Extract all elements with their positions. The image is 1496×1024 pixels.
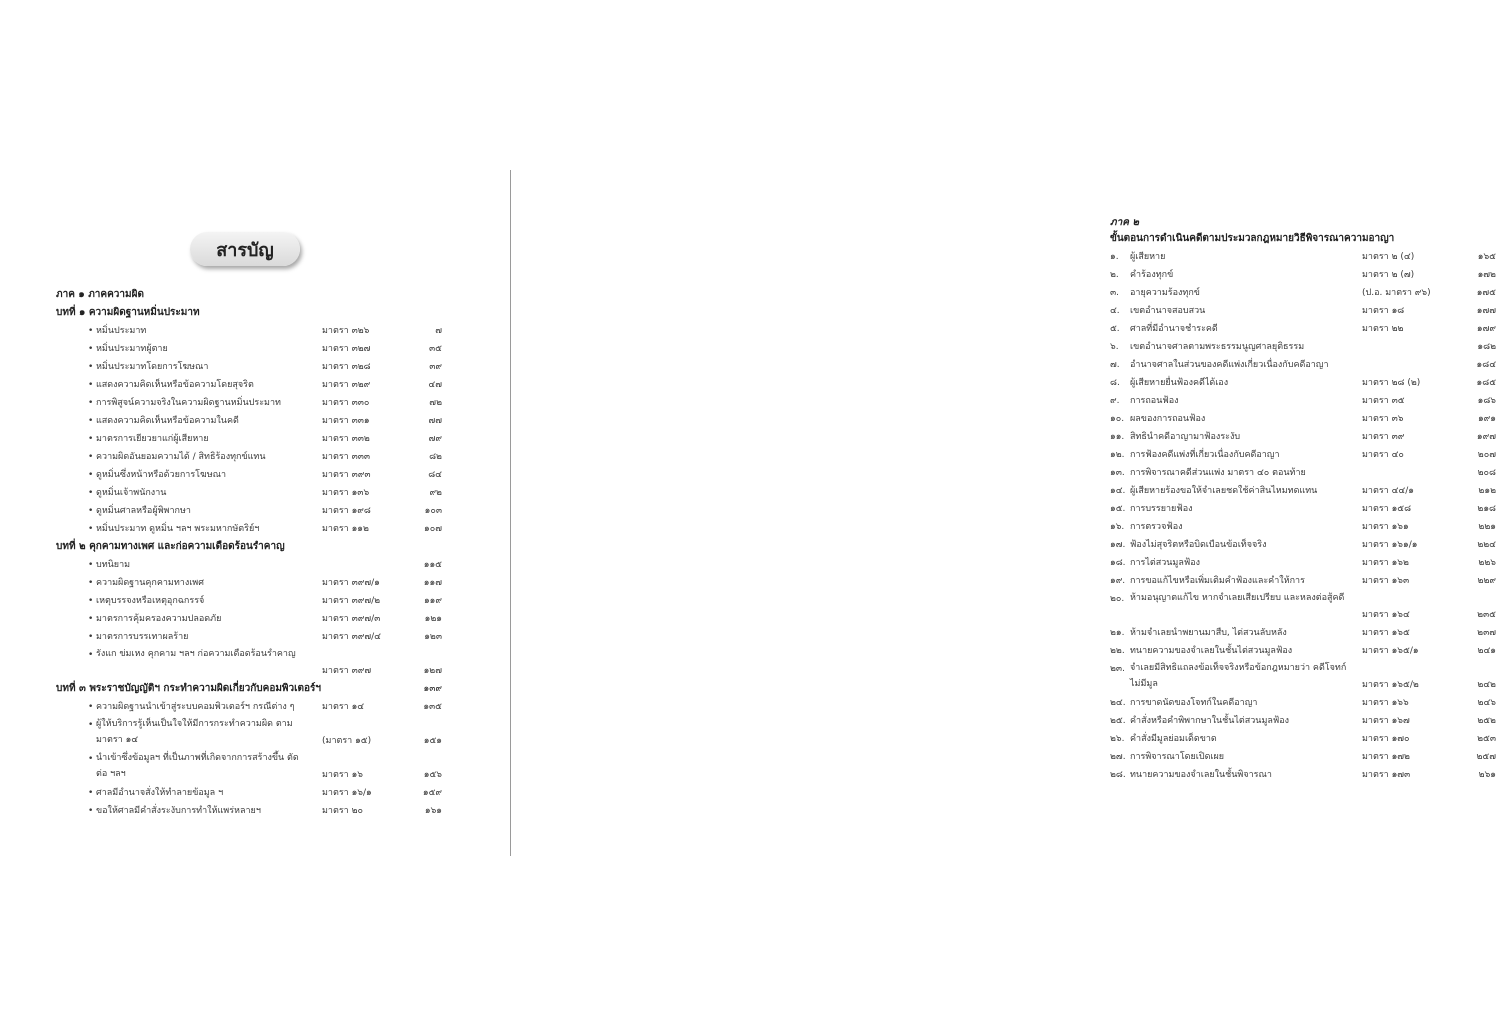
entry-section: มาตรา ๓๙๓ xyxy=(322,470,371,480)
entry-title: คำสั่งหรือคำพิพากษาในชั้นไต่สวนมูลฟ้อง xyxy=(1130,716,1290,726)
entry-title: การขอแก้ไขหรือเพิ่มเติมคำฟ้องและคำให้การ xyxy=(1130,576,1305,586)
entry-title: การพิจารณาโดยเปิดเผย xyxy=(1130,752,1225,762)
toc-entry[interactable] xyxy=(56,430,442,448)
toc-entry[interactable] xyxy=(1110,464,1496,482)
entry-page: ๒๔๖ xyxy=(1477,698,1496,708)
entry-number: ๓. xyxy=(1110,288,1120,298)
entry-number: ๒๗. xyxy=(1110,752,1126,762)
entry-page: ๑๐๗ xyxy=(424,524,442,534)
entry-section: มาตรา ๑๖๑/๑ xyxy=(1362,540,1418,550)
entry-number: ๒๖. xyxy=(1110,734,1125,744)
entry-section: มาตรา ๑๖ xyxy=(322,770,364,780)
entry-number: ๑๗. xyxy=(1110,540,1126,550)
entry-page: ๑๘๒ xyxy=(1477,342,1496,352)
bullet-icon: • xyxy=(88,578,94,588)
entry-section: มาตรา ๓๓๓ xyxy=(322,452,371,462)
entry-section: มาตรา ๑๖๖ xyxy=(1362,698,1409,708)
entry-page: ๓๙ xyxy=(429,362,442,372)
toc-entry[interactable] xyxy=(56,646,442,680)
entry-title: ผู้เสียหาย xyxy=(1130,252,1166,262)
toc-entry[interactable] xyxy=(56,466,442,484)
entry-page: ๑๐๓ xyxy=(424,506,442,516)
entry-page: ๑๗๗ xyxy=(1476,306,1496,316)
entry-title: ความผิดอันยอมความได้ / สิทธิร้องทุกข์แทน xyxy=(96,452,266,462)
toc-entry[interactable] xyxy=(1110,428,1496,446)
bullet-icon: • xyxy=(88,702,94,712)
entry-number: ๔. xyxy=(1110,306,1120,316)
toc-left-list xyxy=(56,286,442,820)
toc-entry[interactable] xyxy=(56,716,442,750)
toc-entry[interactable] xyxy=(56,376,442,394)
entry-title: การขาดนัดของโจทก์ในคดีอาญา xyxy=(1130,698,1258,708)
entry-page: ๔๗ xyxy=(428,380,442,390)
entry-page: ๗๙ xyxy=(428,434,442,444)
bullet-icon: • xyxy=(88,632,94,642)
toc-entry[interactable] xyxy=(56,412,442,430)
entry-page: ๓๕ xyxy=(429,344,442,354)
entry-section: มาตรา ๒ (๗) xyxy=(1362,270,1415,280)
entry-section: มาตรา ๓๙๗/๒ xyxy=(322,596,381,606)
bullet-icon: • xyxy=(88,326,94,336)
entry-section: มาตรา ๑๗๓ xyxy=(1362,770,1411,780)
entry-section: มาตรา ๓๒๗ xyxy=(322,344,371,354)
entry-number: ๖. xyxy=(1110,342,1119,352)
bullet-icon: • xyxy=(88,434,94,444)
left-page xyxy=(0,0,510,1024)
entry-title: ห้ามจำเลยนำพยานมาสืบ, ไต่สวนลับหลัง xyxy=(1130,628,1287,638)
bullet-icon: • xyxy=(88,720,94,730)
entry-number: ๑. xyxy=(1110,252,1119,262)
entry-section: มาตรา ๒ (๔) xyxy=(1362,252,1415,262)
entry-title: ศาลมีอำนาจสั่งให้ทำลายข้อมูล ฯ xyxy=(96,788,224,798)
toc-entry[interactable] xyxy=(1110,766,1496,784)
toc-title-badge xyxy=(190,232,300,266)
entry-number: ๕. xyxy=(1110,324,1120,334)
entry-page: ๒๓๗ xyxy=(1477,628,1496,638)
toc-entry[interactable] xyxy=(1110,660,1496,694)
entry-title: ศาลที่มีอำนาจชำระคดี xyxy=(1130,324,1218,334)
toc-entry[interactable] xyxy=(1110,482,1496,500)
entry-section: มาตรา ๑๖๕/๒ xyxy=(1362,680,1419,690)
entry-title: ผู้ให้บริการรู้เห็นเป็นใจให้มีการกระทำความผิด ตามมาตรา ๑๔ xyxy=(96,719,293,745)
entry-page: ๒๕๓ xyxy=(1477,734,1496,744)
toc-entry[interactable] xyxy=(1110,266,1496,284)
toc-entry[interactable] xyxy=(1110,642,1496,660)
entry-title: ความผิดฐานนำเข้าสู่ระบบคอมพิวเตอร์ฯ กรณีต่าง ๆ xyxy=(96,702,295,712)
entry-title: ดูหมิ่นศาลหรือผู้พิพากษา xyxy=(96,506,191,516)
entry-number: ๗. xyxy=(1110,360,1120,370)
bullet-icon: • xyxy=(88,806,94,816)
entry-number: ๑๖. xyxy=(1110,522,1125,532)
entry-section: มาตรา ๓๓๐ xyxy=(322,398,370,408)
entry-number: ๒๔. xyxy=(1110,698,1126,708)
toc-entry[interactable] xyxy=(1110,694,1496,712)
bullet-icon: • xyxy=(88,344,94,354)
entry-section: มาตรา ๑๙๘ xyxy=(322,506,371,516)
chapter-heading: บทที่ ๑ ความผิดฐานหมิ่นประมาท xyxy=(56,307,200,318)
entry-title: การไต่สวนมูลฟ้อง xyxy=(1130,558,1201,568)
entry-title: หมิ่นประมาท xyxy=(96,326,147,336)
entry-number: ๑๒. xyxy=(1110,450,1125,460)
toc-entry[interactable] xyxy=(1110,374,1496,392)
bullet-icon: • xyxy=(88,596,94,606)
toc-entry[interactable] xyxy=(56,520,442,538)
entry-page: ๘๒ xyxy=(429,452,442,462)
bullet-icon: • xyxy=(88,506,94,516)
toc-entry[interactable] xyxy=(56,394,442,412)
toc-entry[interactable] xyxy=(1110,748,1496,766)
entry-title: ดูหมิ่นเจ้าพนักงาน xyxy=(96,488,167,498)
entry-title: การถอนฟ้อง xyxy=(1130,396,1179,406)
toc-entry[interactable] xyxy=(56,556,442,574)
entry-section: มาตรา ๑๑๒ xyxy=(322,524,369,534)
toc-entry[interactable] xyxy=(1110,392,1496,410)
entry-title: ทนายความของจำเลยในชั้นไต่สวนมูลฟ้อง xyxy=(1130,646,1293,656)
bullet-icon: • xyxy=(88,560,94,570)
entry-title: ผลของการถอนฟ้อง xyxy=(1130,414,1206,424)
entry-number: ๒๒. xyxy=(1110,646,1125,656)
entry-section: มาตรา ๔๐ xyxy=(1362,450,1404,460)
toc-entry[interactable] xyxy=(1110,302,1496,320)
toc-right-list xyxy=(1110,216,1496,784)
entry-section: มาตรา ๑๖/๑ xyxy=(322,788,372,798)
entry-page: ๑๖๑ xyxy=(424,806,442,816)
toc-entry[interactable] xyxy=(56,802,442,820)
entry-title: ดูหมิ่นซึ่งหน้าหรือด้วยการโฆษณา xyxy=(96,470,227,480)
entry-title: มาตรการคุ้มครองความปลอดภัย xyxy=(96,614,222,624)
entry-title: อำนาจศาลในส่วนของคดีแพ่งเกี่ยวเนื่องกับคดีอาญา xyxy=(1130,360,1329,370)
entry-section: มาตรา ๑๖๔ xyxy=(1362,610,1410,620)
entry-title: ฟ้องไม่สุจริตหรือบิดเบือนข้อเท็จจริง xyxy=(1130,540,1267,550)
entry-section: มาตรา ๑๘ xyxy=(1362,306,1405,316)
bullet-icon: • xyxy=(88,398,94,408)
entry-title: สิทธินำคดีอาญามาฟ้องระงับ xyxy=(1130,432,1241,442)
entry-section: มาตรา ๓๙๗/๓ xyxy=(322,614,381,624)
entry-section: มาตรา ๑๓๖ xyxy=(322,488,370,498)
entry-page: ๑๒๑ xyxy=(424,614,442,624)
bullet-icon: • xyxy=(88,470,94,480)
entry-section: มาตรา ๓๙๗/๑ xyxy=(322,578,380,588)
toc-entry[interactable] xyxy=(1110,536,1496,554)
entry-page: ๑๙๗ xyxy=(1476,432,1496,442)
entry-number: ๑๕. xyxy=(1110,504,1126,514)
toc-title: สารบัญ xyxy=(216,239,274,261)
entry-page: ๑๗๒ xyxy=(1477,270,1496,280)
entry-title: การตรวจฟ้อง xyxy=(1130,522,1183,532)
toc-entry[interactable] xyxy=(1110,446,1496,464)
entry-page: ๒๒๖ xyxy=(1478,558,1496,568)
toc-entry[interactable] xyxy=(1110,500,1496,518)
entry-title: เหตุบรรจงหรือเหตุอุกฉกรรจ์ xyxy=(96,596,205,606)
toc-entry[interactable] xyxy=(56,592,442,610)
entry-page: ๒๒๙ xyxy=(1477,576,1496,586)
entry-page: ๑๗๕ xyxy=(1476,288,1496,298)
toc-entry[interactable] xyxy=(1110,518,1496,536)
entry-number: ๑๓. xyxy=(1110,468,1125,478)
toc-entry[interactable] xyxy=(56,610,442,628)
toc-entry[interactable] xyxy=(56,628,442,646)
entry-section: มาตรา ๓๒๖ xyxy=(322,326,370,336)
entry-page: ๑๑๙ xyxy=(423,596,442,606)
toc-entry[interactable] xyxy=(1110,320,1496,338)
entry-section: มาตรา ๓๓๑ xyxy=(322,416,370,426)
entry-number: ๘. xyxy=(1110,378,1120,388)
toc-entry[interactable] xyxy=(56,340,442,358)
entry-page: ๗๒ xyxy=(429,398,442,408)
entry-section: มาตรา ๒๐ xyxy=(322,806,364,816)
toc-entry[interactable] xyxy=(56,448,442,466)
entry-section: มาตรา ๒๘ (๒) xyxy=(1362,378,1421,388)
entry-section: มาตรา ๑๗๐ xyxy=(1362,734,1410,744)
entry-page: ๗๗ xyxy=(428,416,442,426)
bullet-icon: • xyxy=(88,614,94,624)
entry-title: นำเข้าซึ่งข้อมูลฯ ที่เป็นภาพที่เกิดจากการสร้างขึ้น ตัดต่อ ฯลฯ xyxy=(96,753,299,779)
right-page xyxy=(512,0,1496,1024)
entry-section: (ป.อ. มาตรา ๙๖) xyxy=(1362,288,1431,298)
entry-number: ๒. xyxy=(1110,270,1119,280)
entry-number: ๑๑. xyxy=(1110,432,1125,442)
toc-entry[interactable] xyxy=(1110,624,1496,642)
entry-page: ๒๐๘ xyxy=(1477,468,1496,478)
entry-number: ๑๙. xyxy=(1110,576,1126,586)
entry-number: ๑๘. xyxy=(1110,558,1126,568)
entry-section: มาตรา ๒๒ xyxy=(1362,324,1404,334)
entry-title: การพิสูจน์ความจริงในความผิดฐานหมิ่นประมาท xyxy=(96,398,281,408)
toc-entry[interactable] xyxy=(1110,338,1496,356)
bullet-icon: • xyxy=(88,452,94,462)
entry-section: มาตรา ๓๖ xyxy=(1362,414,1404,424)
entry-number: ๒๓. xyxy=(1110,664,1125,674)
entry-page: ๑๓๕ xyxy=(423,702,442,712)
entry-title: ความผิดฐานคุกคามทางเพศ xyxy=(96,578,204,588)
toc-entry[interactable] xyxy=(1110,554,1496,572)
entry-section: มาตรา ๓๓๒ xyxy=(322,434,370,444)
entry-number: ๒๘. xyxy=(1110,770,1126,780)
entry-section: มาตรา ๑๕๘ xyxy=(1362,504,1412,514)
entry-page: ๑๕๑ xyxy=(423,736,442,746)
entry-title: บทนิยาม xyxy=(96,560,131,570)
toc-entry[interactable] xyxy=(1110,410,1496,428)
entry-number: ๙. xyxy=(1110,396,1120,406)
toc-entry[interactable] xyxy=(1110,590,1496,624)
entry-page: ๑๑๕ xyxy=(423,560,442,570)
entry-section: มาตรา ๑๖๓ xyxy=(1362,576,1410,586)
entry-title: แสดงความคิดเห็นหรือข้อความโดยสุจริต xyxy=(96,380,254,390)
toc-entry[interactable] xyxy=(1110,730,1496,748)
entry-number: ๑๔. xyxy=(1110,486,1126,496)
toc-entry[interactable] xyxy=(56,484,442,502)
entry-title: เขตอำนาจสอบสวน xyxy=(1130,306,1206,316)
toc-entry[interactable] xyxy=(1110,712,1496,730)
entry-title: รังแก ข่มเหง คุกคาม ฯลฯ ก่อความเดือดร้อนรำคาญ xyxy=(96,649,296,659)
part-heading: ภาค ๒ xyxy=(1110,217,1139,228)
entry-page: ๑๘๕ xyxy=(1476,378,1496,388)
entry-page: ๒๑๘ xyxy=(1477,504,1496,514)
entry-section: มาตรา ๑๖๑ xyxy=(1362,522,1409,532)
entry-page: ๒๕๒ xyxy=(1477,716,1496,726)
entry-title: หมิ่นประมาท ดูหมิ่น ฯลฯ พระมหากษัตริย์ฯ xyxy=(96,524,260,534)
toc-entry[interactable] xyxy=(1110,248,1496,266)
entry-page: ๒๔๑ xyxy=(1477,646,1496,656)
toc-entry[interactable] xyxy=(56,358,442,376)
toc-entry[interactable] xyxy=(56,750,442,784)
entry-page: ๑๙๑ xyxy=(1477,414,1496,424)
bullet-icon: • xyxy=(88,488,94,498)
chapter-heading-page: ๑๓๙ xyxy=(423,684,442,694)
entry-page: ๒๕๗ xyxy=(1476,752,1496,762)
entry-title: มาตรการเยียวยาแก่ผู้เสียหาย xyxy=(96,434,209,444)
entry-section: มาตรา ๑๗๒ xyxy=(1362,752,1410,762)
entry-section: มาตรา ๑๔ xyxy=(322,702,365,712)
entry-section: มาตรา ๑๖๗ xyxy=(1362,716,1410,726)
entry-title: การพิจารณาคดีส่วนแพ่ง มาตรา ๔๐ ตอนท้าย xyxy=(1130,468,1306,478)
entry-title: หมิ่นประมาทผู้ตาย xyxy=(96,344,168,354)
entry-page: ๒๒๑ xyxy=(1478,522,1496,532)
entry-page: ๑๖๕ xyxy=(1477,252,1496,262)
entry-section: มาตรา ๓๙๗/๔ xyxy=(322,632,381,642)
chapter-heading: บทที่ ๓ พระราชบัญญัติฯ กระทำความผิดเกี่ยวกับคอมพิวเตอร์ฯ ๑๓๙ xyxy=(56,680,442,698)
entry-title: ผู้เสียหายยื่นฟ้องคดีได้เอง xyxy=(1130,378,1229,388)
toc-entry[interactable] xyxy=(56,322,442,340)
entry-page: ๘๔ xyxy=(428,470,442,480)
entry-title: แสดงความคิดเห็นหรือข้อความในคดี xyxy=(96,416,239,426)
entry-title: อายุความร้องทุกข์ xyxy=(1130,288,1200,298)
toc-entry[interactable] xyxy=(1110,284,1496,302)
part-title: ขั้นตอนการดำเนินคดีตามประมวลกฎหมายวิธีพิจารณาความอาญา xyxy=(1110,233,1395,244)
entry-page: ๒๐๗ xyxy=(1477,450,1496,460)
entry-page: ๒๖๑ xyxy=(1478,770,1496,780)
entry-title: คำร้องทุกข์ xyxy=(1130,270,1174,280)
entry-page: ๑๕๖ xyxy=(423,770,442,780)
entry-title: หมิ่นประมาทโดยการโฆษณา xyxy=(96,362,209,372)
entry-title: มาตรการบรรเทาผลร้าย xyxy=(96,632,189,642)
entry-section: มาตรา ๑๖๒ xyxy=(1362,558,1409,568)
entry-page: ๒๒๔ xyxy=(1477,540,1496,550)
entry-title: ผู้เสียหายร้องขอให้จำเลยชดใช้ค่าสินไหมทดแทน xyxy=(1130,486,1318,496)
entry-number: ๑๐. xyxy=(1110,414,1125,424)
toc-entry[interactable] xyxy=(1110,356,1496,374)
entry-page: ๙๒ xyxy=(429,488,442,498)
bullet-icon: • xyxy=(88,754,94,764)
entry-title: การบรรยายฟ้อง xyxy=(1130,504,1193,514)
entry-page: ๑๒๓ xyxy=(424,632,442,642)
bullet-icon: • xyxy=(88,362,94,372)
entry-number: ๒๐. xyxy=(1110,594,1125,604)
entry-number: ๒๕. xyxy=(1110,716,1126,726)
entry-section: มาตรา ๑๖๕/๑ xyxy=(1362,646,1419,656)
entry-title: ทนายความของจำเลยในชั้นพิจารณา xyxy=(1130,770,1272,780)
bullet-icon: • xyxy=(88,788,94,798)
entry-title: ขอให้ศาลมีคำสั่งระงับการทำให้แพร่หลายฯ xyxy=(96,806,261,816)
toc-entry[interactable] xyxy=(56,784,442,802)
entry-page: ๒๔๒ xyxy=(1477,680,1496,690)
entry-section: มาตรา ๓๙๗ xyxy=(322,666,372,676)
entry-page: ๑๘๖ xyxy=(1477,396,1496,406)
entry-section: มาตรา ๓๕ xyxy=(1362,396,1405,406)
entry-page: ๑๑๗ xyxy=(423,578,442,588)
bullet-icon: • xyxy=(88,380,94,390)
entry-page: ๑๘๔ xyxy=(1476,360,1496,370)
entry-page: ๗ xyxy=(435,326,442,336)
part-heading: ภาค ๑ ภาคความผิด xyxy=(56,289,144,300)
entry-title: จำเลยมีสิทธิแถลงข้อเท็จจริงหรือข้อกฎหมายว่า คดีโจทก์ไม่มีมูล xyxy=(1130,663,1347,689)
entry-section: มาตรา ๓๒๘ xyxy=(322,362,371,372)
entry-title: การฟ้องคดีแพ่งที่เกี่ยวเนื่องกับคดีอาญา xyxy=(1130,450,1280,460)
toc-entry[interactable] xyxy=(56,574,442,592)
entry-section: มาตรา ๔๔/๑ xyxy=(1362,486,1414,496)
entry-title: เขตอำนาจศาลตามพระธรรมนูญศาลยุติธรรม xyxy=(1130,342,1305,352)
entry-section: มาตรา ๑๖๕ xyxy=(1362,628,1410,638)
page-divider xyxy=(510,170,511,856)
entry-page: ๑๗๙ xyxy=(1476,324,1496,334)
entry-section: มาตรา ๓๒๙ xyxy=(322,380,371,390)
bullet-icon: • xyxy=(88,416,94,426)
entry-number: ๒๑. xyxy=(1110,628,1125,638)
bullet-icon: • xyxy=(88,524,94,534)
toc-entry[interactable] xyxy=(1110,572,1496,590)
entry-page: ๒๑๒ xyxy=(1478,486,1496,496)
entry-section: (มาตรา ๑๕) xyxy=(322,736,372,746)
entry-page: ๒๓๕ xyxy=(1477,610,1496,620)
entry-page: ๑๕๙ xyxy=(422,788,442,798)
bullet-icon: • xyxy=(88,650,94,660)
entry-title: คำสั่งมีมูลย่อมเด็ดขาด xyxy=(1130,734,1217,744)
entry-page: ๑๒๗ xyxy=(423,666,442,676)
toc-entry[interactable] xyxy=(56,502,442,520)
chapter-heading: บทที่ ๒ คุกคามทางเพศ และก่อความเดือดร้อนรำคาญ xyxy=(56,541,285,552)
entry-title: ห้ามอนุญาตแก้ไข หากจำเลยเสียเปรียบ และหลงต่อสู้คดี xyxy=(1130,593,1345,603)
toc-entry[interactable] xyxy=(56,698,442,716)
entry-section: มาตรา ๓๙ xyxy=(1362,432,1405,442)
